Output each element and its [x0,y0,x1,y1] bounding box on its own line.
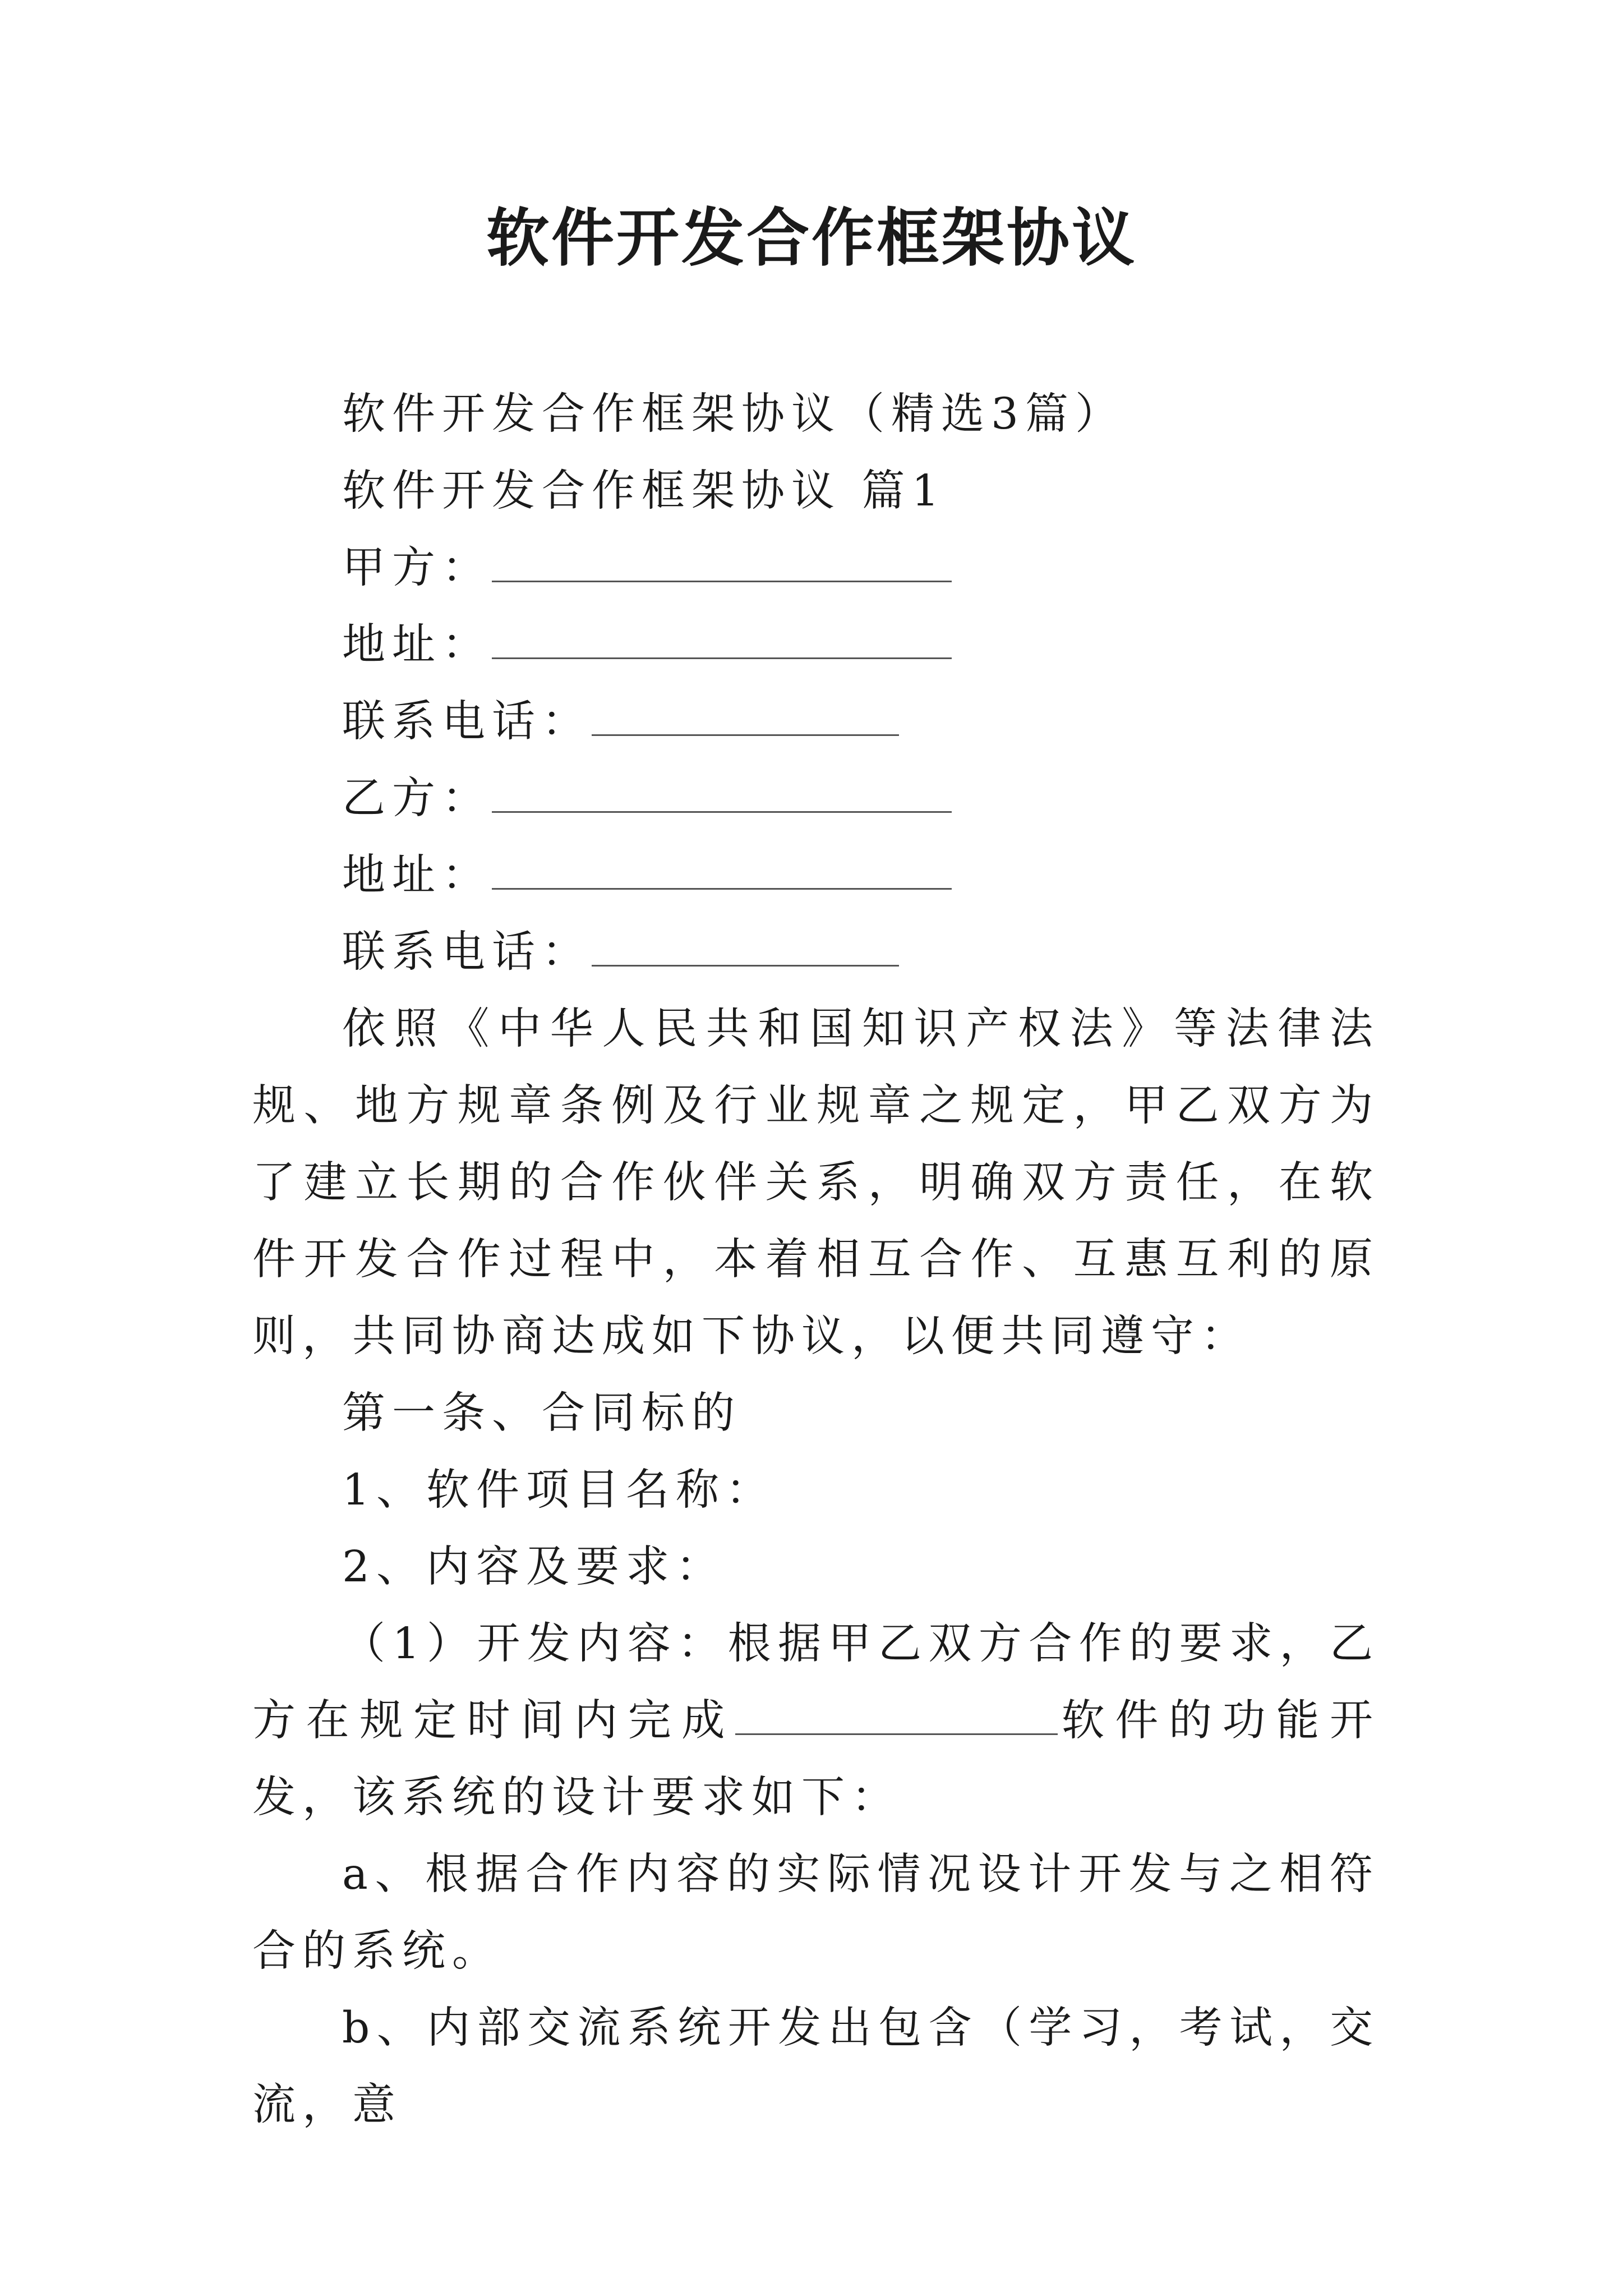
dev-content-paragraph [252,1605,1380,1836]
requirement-b: b、内部交流系统开发出包含（学习，考试，交流，意 [252,2003,1380,2130]
party-a-blank [492,541,952,582]
document-title: 软件开发合作框架协议 [486,202,1137,275]
party-a-address-label: 地址： [342,620,492,670]
party-b-label: 乙方： [342,774,492,823]
party-b-line [252,760,1380,837]
item-content-requirements: 2、内容及要求： [342,1542,726,1592]
dev-content-part2: 软件的功能开发，该系统的设计要求如下： [252,1696,1380,1823]
item-project-name: 1、软件项目名称： [342,1465,776,1515]
party-b-address-blank [492,849,952,890]
document-subtitle: 软件开发合作框架协议（精选3篇） [342,389,1125,439]
party-a-line [252,530,1380,606]
party-b-phone-blank [592,926,899,967]
dev-content-blank [735,1700,1058,1735]
party-a-address-blank [492,618,952,659]
document-body [252,376,1380,2143]
party-b-phone-line [252,914,1380,991]
party-b-address-line [252,837,1380,914]
intro-paragraph: 依照《中华人民共和国知识产权法》等法律法规、地方规章条例及行业规章之规定，甲乙双方为了建立长期的合作伙伴关系，明确双方责任，在软件开发合作过程中，本着相互合作、互惠互利的原则，共同协商达成如下协议，以便共同遵守： [252,1004,1380,1361]
dev-content-part1: （1）开发内容：根据甲乙双方合作的要求，乙方在规定时间内完成 [252,1619,1380,1746]
party-b-address-label: 地址： [342,850,492,900]
party-a-phone-line [252,683,1380,760]
party-b-blank [492,772,952,813]
party-a-address-line [252,606,1380,683]
party-a-label: 甲方： [342,543,492,593]
party-b-phone-label: 联系电话： [342,927,592,977]
article1-heading: 第一条、合同标的 [342,1388,741,1438]
party-a-phone-label: 联系电话： [342,697,592,747]
section-heading: 软件开发合作框架协议 篇1 [342,466,946,516]
requirement-a: a、根据合作内容的实际情况设计开发与之相符合的系统。 [252,1849,1380,1976]
party-a-phone-blank [592,695,899,736]
